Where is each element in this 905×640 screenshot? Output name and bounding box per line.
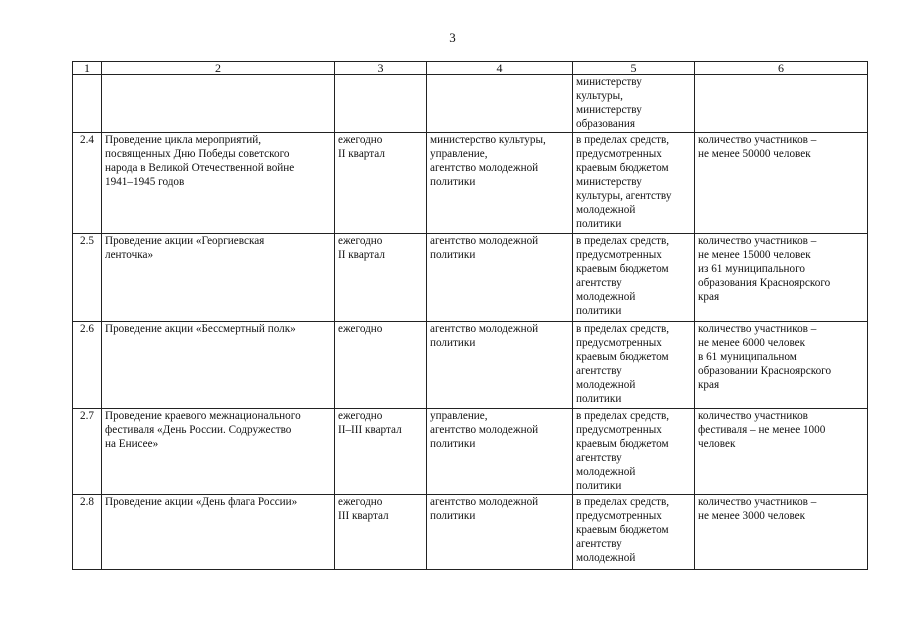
cell-text-line: предусмотренных (576, 148, 662, 160)
cell-text-line: агентство молодежной (430, 323, 539, 335)
result-cell (695, 133, 868, 234)
row-number-cell (73, 75, 102, 133)
funding-cell (573, 322, 695, 409)
table-row (73, 322, 868, 409)
cell-text-line: в пределах средств, (576, 134, 670, 146)
cell-text-line: предусмотренных (576, 510, 662, 522)
period-cell (335, 234, 427, 322)
page-number: 3 (449, 30, 456, 45)
cell-text-line: Проведение акции «Георгиевская (105, 235, 265, 247)
cell-text-line: агентству (576, 452, 622, 464)
table-row (73, 133, 868, 234)
funding-cell (573, 495, 695, 570)
cell-text-line: краевым бюджетом (576, 438, 669, 450)
events-table (72, 61, 868, 570)
cell-text-line: образования (576, 118, 636, 130)
executor-cell (427, 133, 573, 234)
table-body (73, 75, 868, 570)
cell-text-line: ежегодно (338, 134, 383, 146)
cell-text-line: молодежной (576, 466, 636, 478)
event-cell (102, 322, 335, 409)
table-row (73, 495, 868, 570)
cell-text-line: народа в Великой Отечественной войне (105, 162, 295, 174)
cell-text-line: культуры, (576, 90, 623, 102)
row-number-cell: 2.5 (73, 234, 102, 322)
column-header-2: 2 (102, 62, 335, 75)
cell-text-line: политики (430, 249, 476, 261)
cell-text-line: агентству (576, 277, 622, 289)
cell-text-line: ежегодно (338, 410, 383, 422)
result-cell (695, 409, 868, 495)
cell-text-line: агентство молодежной (430, 424, 539, 436)
table-row (73, 75, 868, 133)
event-cell (102, 234, 335, 322)
table-header-row (73, 62, 868, 75)
cell-text-line: Проведение акции «День флага России» (105, 496, 298, 508)
executor-cell (427, 234, 573, 322)
row-number-cell: 2.6 (73, 322, 102, 409)
cell-text-line: ежегодно (338, 235, 383, 247)
cell-text-line: II–III квартал (338, 424, 402, 436)
cell-text-line: не менее 15000 человек (698, 249, 811, 261)
column-header-5: 5 (573, 62, 695, 75)
cell-text-line: II квартал (338, 249, 385, 261)
funding-cell (573, 133, 695, 234)
executor-cell (427, 409, 573, 495)
cell-text-line: краевым бюджетом (576, 351, 669, 363)
cell-text-line: фестиваля – не менее 1000 (698, 424, 826, 436)
cell-text-line: краевым бюджетом (576, 524, 669, 536)
cell-text-line: не менее 50000 человек (698, 148, 811, 160)
cell-text-line: агентство молодежной (430, 496, 539, 508)
event-cell (102, 75, 335, 133)
executor-cell (427, 322, 573, 409)
cell-text-line: краевым бюджетом (576, 263, 669, 275)
cell-text-line: 1941–1945 годов (105, 176, 185, 188)
table-row (73, 234, 868, 322)
cell-text-line: посвященных Дню Победы советского (105, 148, 290, 160)
cell-text-line: количество участников – (698, 235, 817, 247)
result-cell (695, 75, 868, 133)
cell-text-line: политики (576, 305, 622, 317)
cell-text-line: II квартал (338, 148, 385, 160)
cell-text-line: политики (430, 438, 476, 450)
column-header-6: 6 (695, 62, 868, 75)
period-cell (335, 133, 427, 234)
cell-text-line: в пределах средств, (576, 410, 670, 422)
funding-cell (573, 75, 695, 133)
cell-text-line: агентство молодежной (430, 162, 539, 174)
cell-text-line: ежегодно (338, 496, 383, 508)
cell-text-line: количество участников (698, 410, 808, 422)
cell-text-line: края (698, 291, 720, 303)
cell-text-line: предусмотренных (576, 424, 662, 436)
result-cell (695, 234, 868, 322)
cell-text-line: молодежной (576, 204, 636, 216)
cell-text-line: фестиваля «День России. Содружество (105, 424, 292, 436)
cell-text-line: в пределах средств, (576, 235, 670, 247)
cell-text-line: на Енисее» (105, 438, 159, 450)
cell-text-line: министерству (576, 176, 642, 188)
column-header-4: 4 (427, 62, 573, 75)
cell-text-line: молодежной (576, 379, 636, 391)
cell-text-line: предусмотренных (576, 249, 662, 261)
cell-text-line: ежегодно (338, 323, 383, 335)
cell-text-line: края (698, 379, 720, 391)
event-cell (102, 495, 335, 570)
executor-cell (427, 495, 573, 570)
cell-text-line: Проведение цикла мероприятий, (105, 134, 262, 146)
cell-text-line: количество участников – (698, 134, 817, 146)
cell-text-line: предусмотренных (576, 337, 662, 349)
cell-text-line: в 61 муниципальном (698, 351, 797, 363)
cell-text-line: культуры, агентству (576, 190, 672, 202)
cell-text-line: молодежной (576, 552, 636, 564)
cell-text-line: не менее 3000 человек (698, 510, 806, 522)
column-header-3: 3 (335, 62, 427, 75)
cell-text-line: III квартал (338, 510, 389, 522)
funding-cell (573, 234, 695, 322)
cell-text-line: политики (430, 337, 476, 349)
cell-text-line: в пределах средств, (576, 496, 670, 508)
period-cell (335, 322, 427, 409)
cell-text-line: не менее 6000 человек (698, 337, 806, 349)
result-cell (695, 495, 868, 570)
table-row (73, 409, 868, 495)
row-number-cell: 2.4 (73, 133, 102, 234)
funding-cell (573, 409, 695, 495)
column-header-1: 1 (73, 62, 102, 75)
cell-text-line: министерство культуры, (430, 134, 546, 146)
cell-text-line: политики (430, 510, 476, 522)
cell-text-line: управление, (430, 410, 488, 422)
cell-text-line: ленточка» (105, 249, 154, 261)
cell-text-line: молодежной (576, 291, 636, 303)
cell-text-line: министерству (576, 104, 642, 116)
cell-text-line: количество участников – (698, 496, 817, 508)
cell-text-line: из 61 муниципального (698, 263, 806, 275)
period-cell (335, 409, 427, 495)
executor-cell (427, 75, 573, 133)
cell-text-line: управление, (430, 148, 488, 160)
cell-text-line: количество участников – (698, 323, 817, 335)
event-cell (102, 409, 335, 495)
cell-text-line: политики (576, 480, 622, 492)
cell-text-line: краевым бюджетом (576, 162, 669, 174)
cell-text-line: в пределах средств, (576, 323, 670, 335)
result-cell (695, 322, 868, 409)
row-number-cell: 2.7 (73, 409, 102, 495)
cell-text-line: политики (430, 176, 476, 188)
event-cell (102, 133, 335, 234)
cell-text-line: министерству (576, 76, 642, 88)
cell-text-line: политики (576, 393, 622, 405)
cell-text-line: образования Красноярского (698, 277, 831, 289)
period-cell (335, 75, 427, 133)
cell-text-line: политики (576, 218, 622, 230)
cell-text-line: агентству (576, 365, 622, 377)
cell-text-line: Проведение краевого межнационального (105, 410, 301, 422)
row-number-cell: 2.8 (73, 495, 102, 570)
cell-text-line: агентство молодежной (430, 235, 539, 247)
cell-text-line: человек (698, 438, 736, 450)
period-cell (335, 495, 427, 570)
cell-text-line: образовании Красноярского (698, 365, 832, 377)
cell-text-line: агентству (576, 538, 622, 550)
cell-text-line: Проведение акции «Бессмертный полк» (105, 323, 296, 335)
